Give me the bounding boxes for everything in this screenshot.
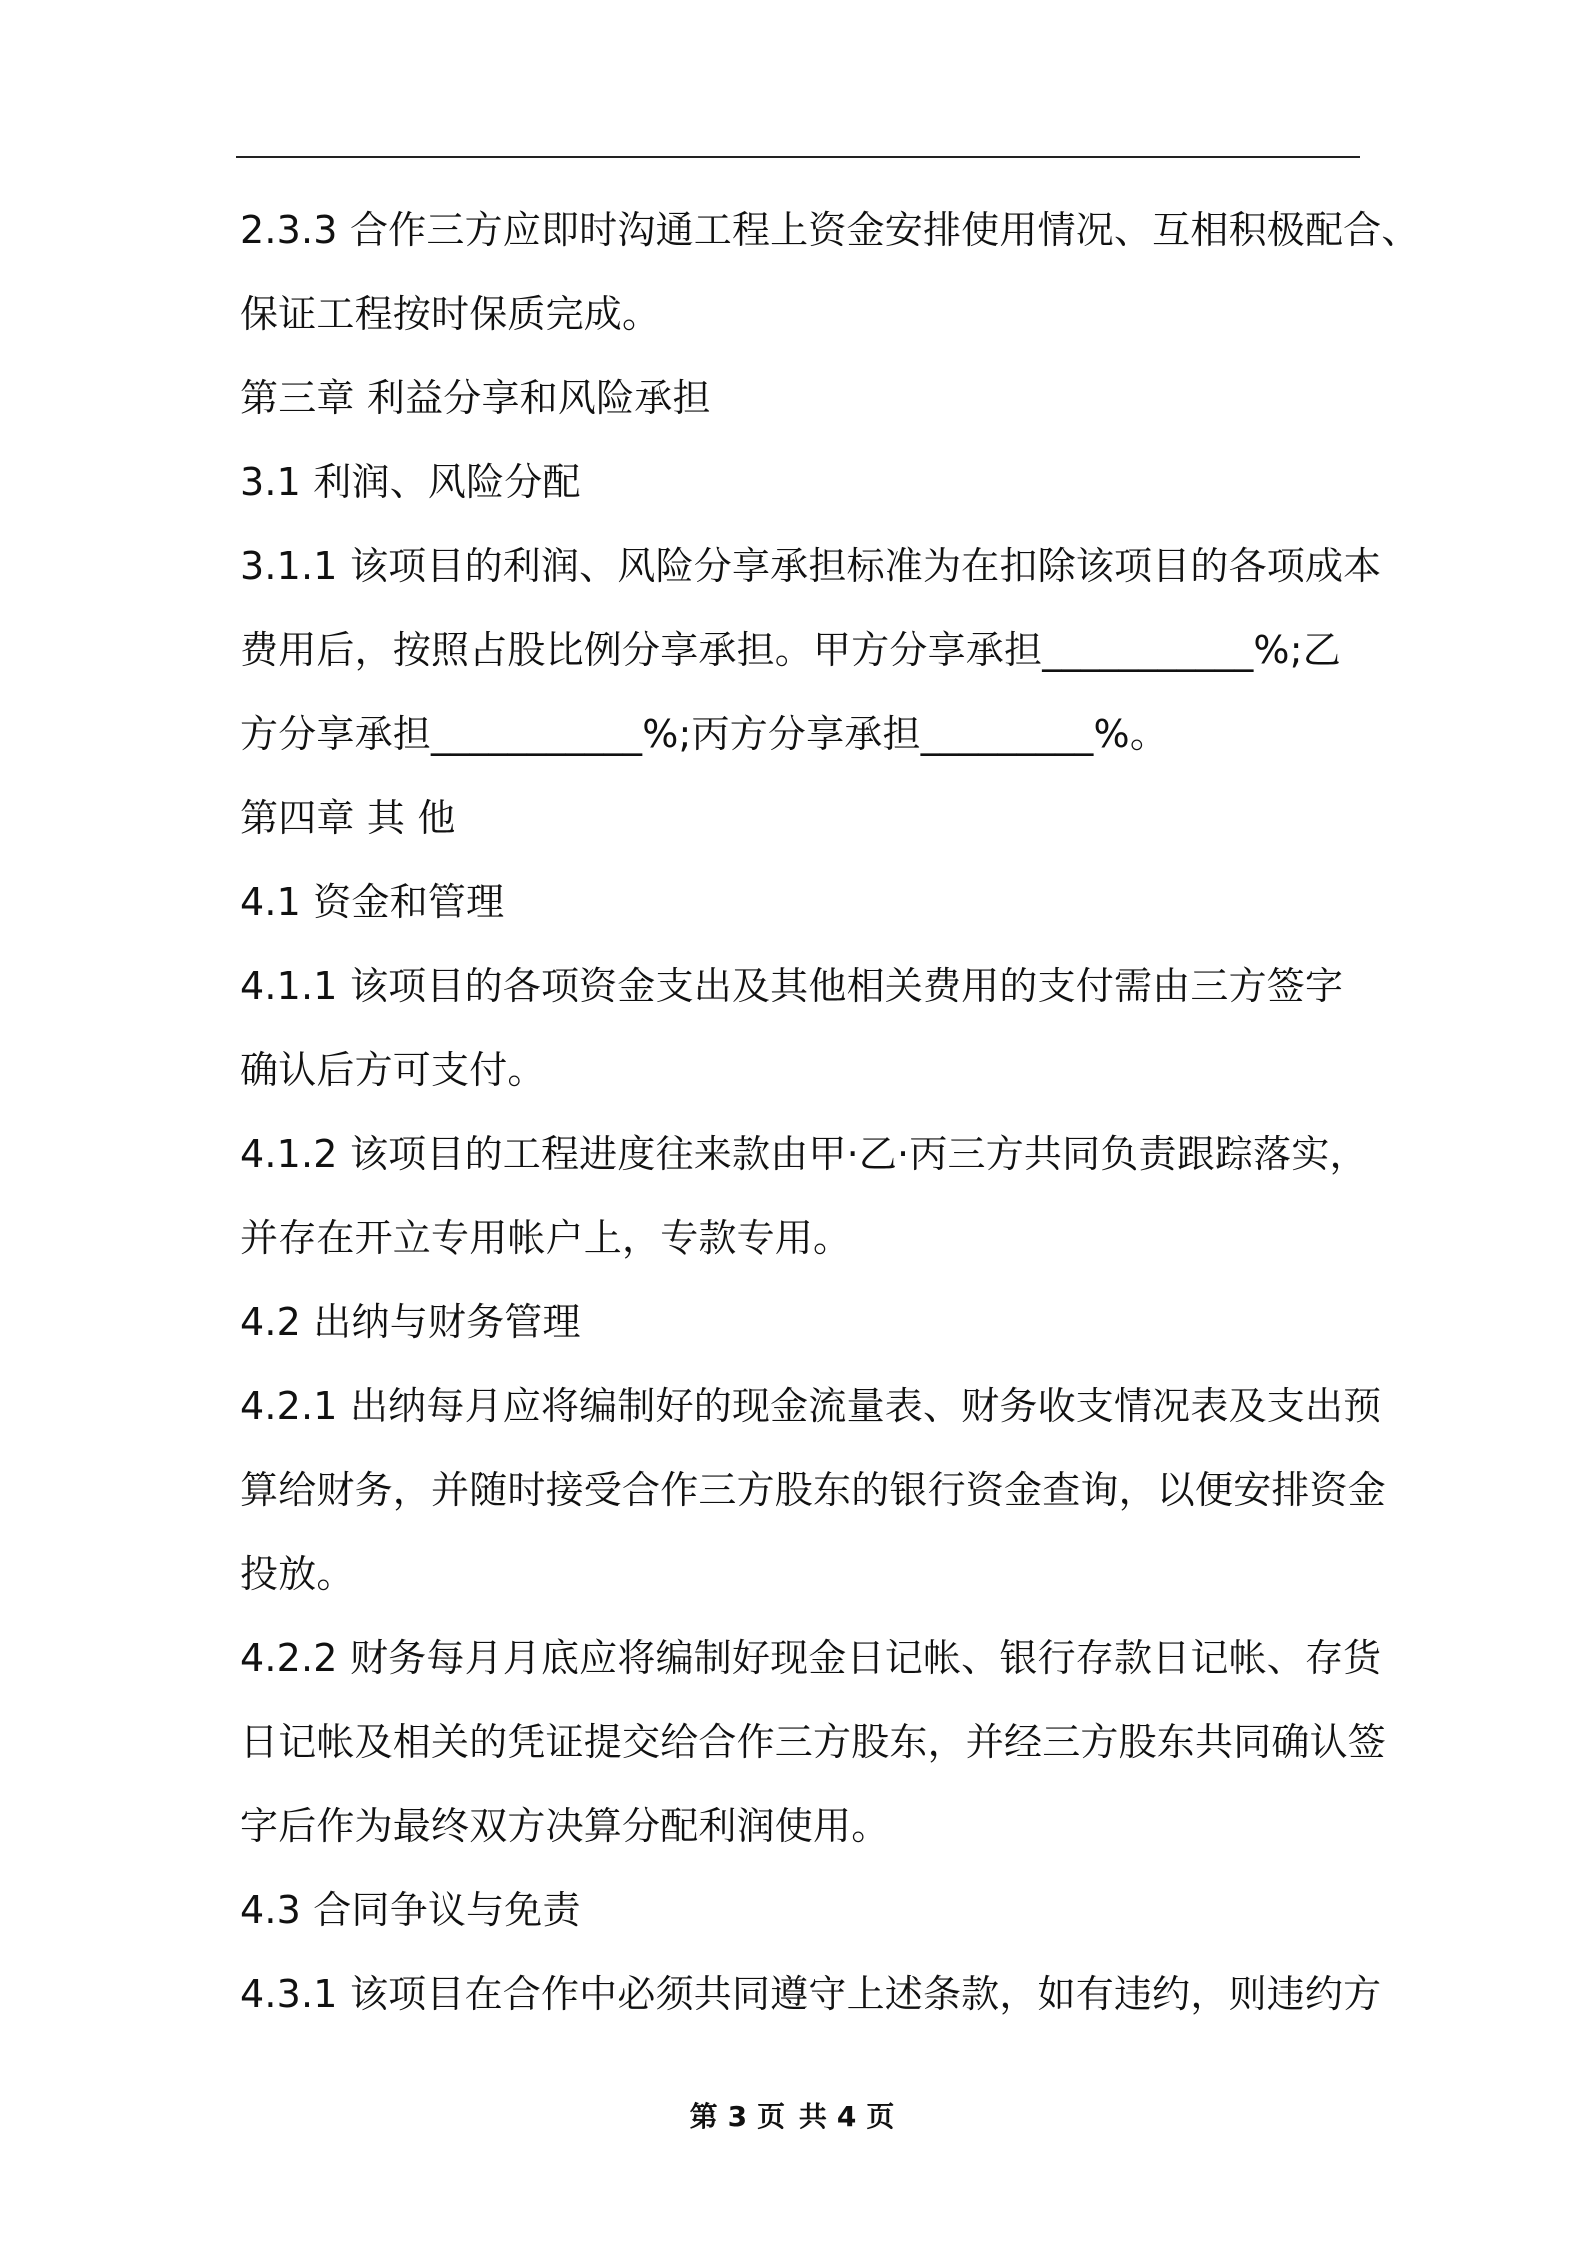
total-pages-number: 4 <box>836 2100 859 2133</box>
footer-middle: 页 共 <box>757 2100 829 2133</box>
text-line: 并存在开立专用帐户上，专款专用。 <box>240 1216 852 1260</box>
text-line: 4.3.1 该项目在合作中必须共同遵守上述条款，如有违约，则违约方 <box>240 1972 1382 2016</box>
section-heading: 4.1 资金和管理 <box>240 880 505 924</box>
text-line: 确认后方可支付。 <box>240 1048 546 1092</box>
section-heading: 4.2 出纳与财务管理 <box>240 1300 581 1344</box>
header-divider <box>236 156 1360 158</box>
text-line: 3.1.1 该项目的利润、风险分享承担标准为在扣除该项目的各项成本 <box>240 544 1382 588</box>
text-line: 4.1.2 该项目的工程进度往来款由甲·乙·丙三方共同负责跟踪落实， <box>240 1132 1368 1176</box>
chapter-heading: 第三章 利益分享和风险承担 <box>240 376 711 420</box>
text-line: 字后作为最终双方决算分配利润使用。 <box>240 1804 890 1848</box>
page-footer <box>0 2095 1586 2135</box>
text-line: 4.2.2 财务每月月底应将编制好现金日记帐、银行存款日记帐、存货 <box>240 1636 1382 1680</box>
text-line: 日记帐及相关的凭证提交给合作三方股东，并经三方股东共同确认签 <box>240 1720 1387 1764</box>
chapter-heading: 第四章 其 他 <box>240 796 456 840</box>
text-line: 算给财务，并随时接受合作三方股东的银行资金查询，以便安排资金 <box>240 1468 1387 1512</box>
section-heading: 3.1 利润、风险分配 <box>240 460 581 504</box>
text-line: 保证工程按时保质完成。 <box>240 292 661 336</box>
document-body <box>240 188 1420 2036</box>
text-line: 4.1.1 该项目的各项资金支出及其他相关费用的支付需由三方签字 <box>240 964 1344 1008</box>
section-heading: 4.3 合同争议与免责 <box>240 1888 581 1932</box>
current-page-number: 3 <box>727 2100 750 2133</box>
text-line: 费用后，按照占股比例分享承担。甲方分享承担___________%;乙 <box>240 628 1341 672</box>
footer-prefix: 第 <box>689 2100 720 2133</box>
footer-suffix: 页 <box>866 2100 897 2133</box>
text-line: 4.2.1 出纳每月应将编制好的现金流量表、财务收支情况表及支出预 <box>240 1384 1382 1428</box>
text-line: 2.3.3 合作三方应即时沟通工程上资金安排使用情况、互相积极配合、 <box>240 208 1420 252</box>
text-line: 方分享承担___________%;丙方分享承担_________%。 <box>240 712 1169 756</box>
text-line: 投放。 <box>240 1552 355 1596</box>
